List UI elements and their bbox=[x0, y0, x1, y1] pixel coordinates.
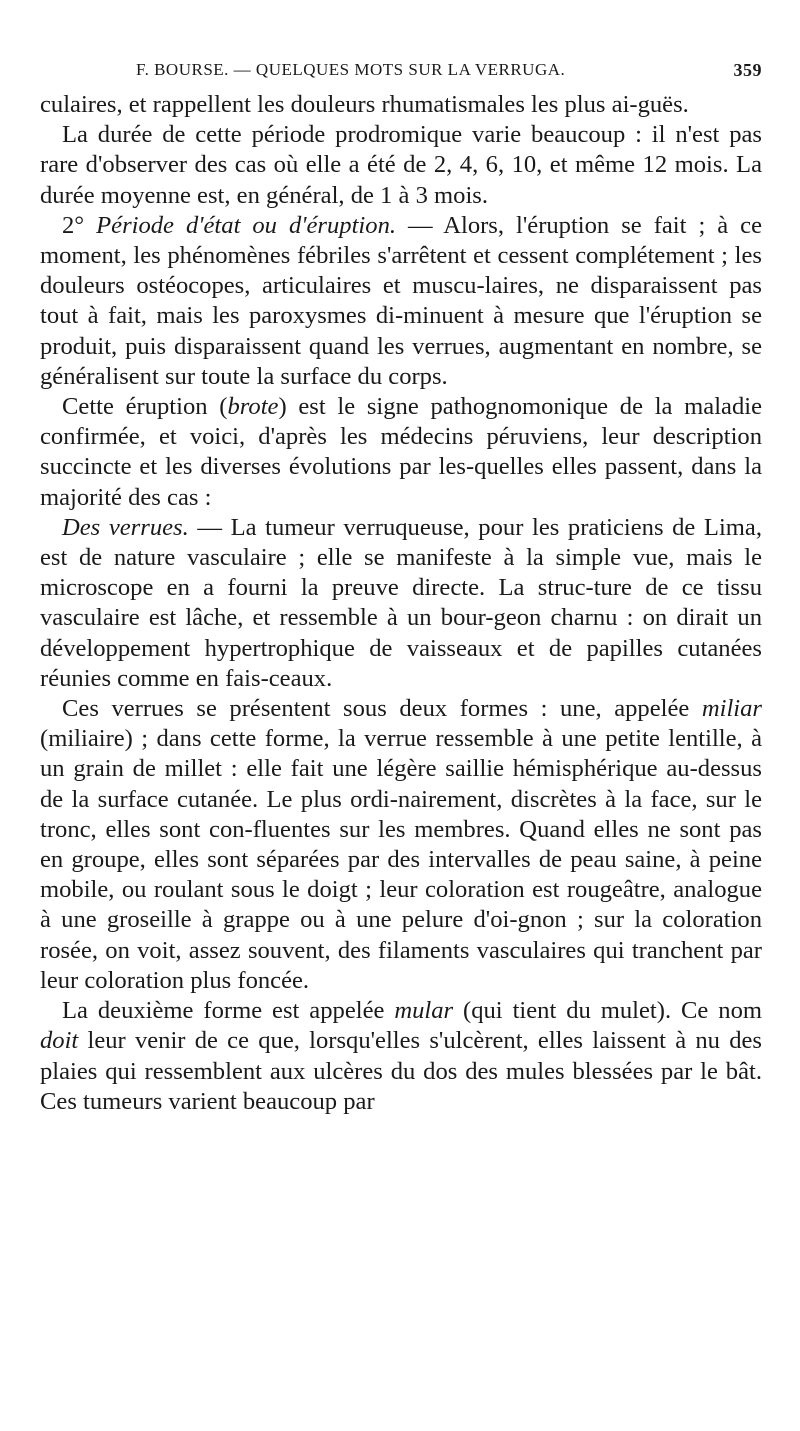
page-number: 359 bbox=[733, 60, 762, 80]
text-run: Cette éruption ( bbox=[62, 393, 228, 421]
text-run: La durée de cette période prodromique varie beaucoup : il n'est pas rare d'observer des cas où elle a été de 2, 4, 6, 10, et même 12 mois. La durée moyenne est, en général, de 1 à 3 mois. bbox=[40, 121, 762, 209]
paragraph-p2 bbox=[40, 211, 762, 392]
italic-phrase: mular bbox=[394, 997, 454, 1025]
paragraph-p0 bbox=[40, 90, 762, 120]
text-run: Ces verrues se présentent sous deux formes : une, appelée bbox=[62, 695, 702, 723]
book-page bbox=[40, 52, 762, 1117]
text-run: — La tumeur verruqueuse, pour les praticiens de Lima, est de nature vasculaire ; elle se manifeste à la simple vue, mais le microscope en a fourni la preuve directe. La struc-ture de ce tissu vasculaire est lâche, et ressemble à un bour-geon charnu : on dirait un développement hypertrophique de vaisseaux et de papilles cutanées réunies comme en fais-ceaux. bbox=[40, 513, 762, 692]
text-run: 2° bbox=[62, 211, 97, 239]
italic-phrase: doit bbox=[40, 1027, 79, 1055]
text-run: (miliaire) ; dans cette forme, la verrue ressemble à une petite lentille, à un grain de millet : elle fait une légère saillie hémisphérique au-dessus de la surface cutanée. Le plus ordi-nairement, discrètes à la face, sur le tronc, elles sont con-fluentes sur les membres. Quand elles ne sont pas en groupe, elles sont séparées par des intervalles de peau saine, à peine mobile, ou roulant sous le doigt ; leur coloration est rougeâtre, analogue à une groseille à grappe ou à une pelure d'oi-gnon ; sur la coloration rosée, on voit, assez souvent, des filaments vasculaires qui tranchent par leur coloration plus foncée. bbox=[40, 725, 762, 994]
paragraph-p6 bbox=[40, 996, 762, 1117]
body-text bbox=[40, 90, 762, 1117]
running-header bbox=[40, 52, 762, 90]
running-title: F. BOURSE. — QUELQUES MOTS SUR LA VERRUGA. bbox=[136, 60, 566, 79]
text-run: leur venir de ce que, lorsqu'elles s'ulcèrent, elles laissent à nu des plaies qui ressemblent aux ulcères du dos des mules blessées par le bât. Ces tumeurs varient beaucoup par bbox=[40, 1027, 762, 1115]
paragraph-p5 bbox=[40, 694, 762, 996]
text-run: — Alors, l'éruption se fait ; à ce moment, les phénomènes fébriles s'arrêtent et cessent complétement ; les douleurs ostéocopes, articulaires et muscu-laires, ne disparaissent pas tout à fait, mais les paroxysmes di-minuent à mesure que l'éruption se produit, puis disparaissent quand les verrues, augmentant en nombre, se généralisent sur toute la surface du corps. bbox=[40, 211, 762, 390]
text-run: La deuxième forme est appelée bbox=[62, 997, 395, 1025]
paragraph-p3 bbox=[40, 392, 762, 513]
italic-phrase: Période d'état ou d'éruption. bbox=[96, 211, 397, 239]
italic-phrase: Des verrues. bbox=[62, 513, 189, 541]
paragraph-p4 bbox=[40, 513, 762, 694]
italic-phrase: brote bbox=[227, 393, 279, 421]
text-run: culaires, et rappellent les douleurs rhumatismales les plus ai-guës. bbox=[40, 91, 689, 118]
paragraph-p1 bbox=[40, 120, 762, 211]
text-run: (qui tient du mulet). Ce nom bbox=[453, 997, 762, 1025]
italic-phrase: miliar bbox=[701, 695, 762, 723]
text-run: ) est le signe pathognomonique de la maladie confirmée, et voici, d'après les médecins péruviens, leur description succincte et les diverses évolutions par les-quelles elles passent, dans la majorité des cas : bbox=[40, 393, 762, 511]
